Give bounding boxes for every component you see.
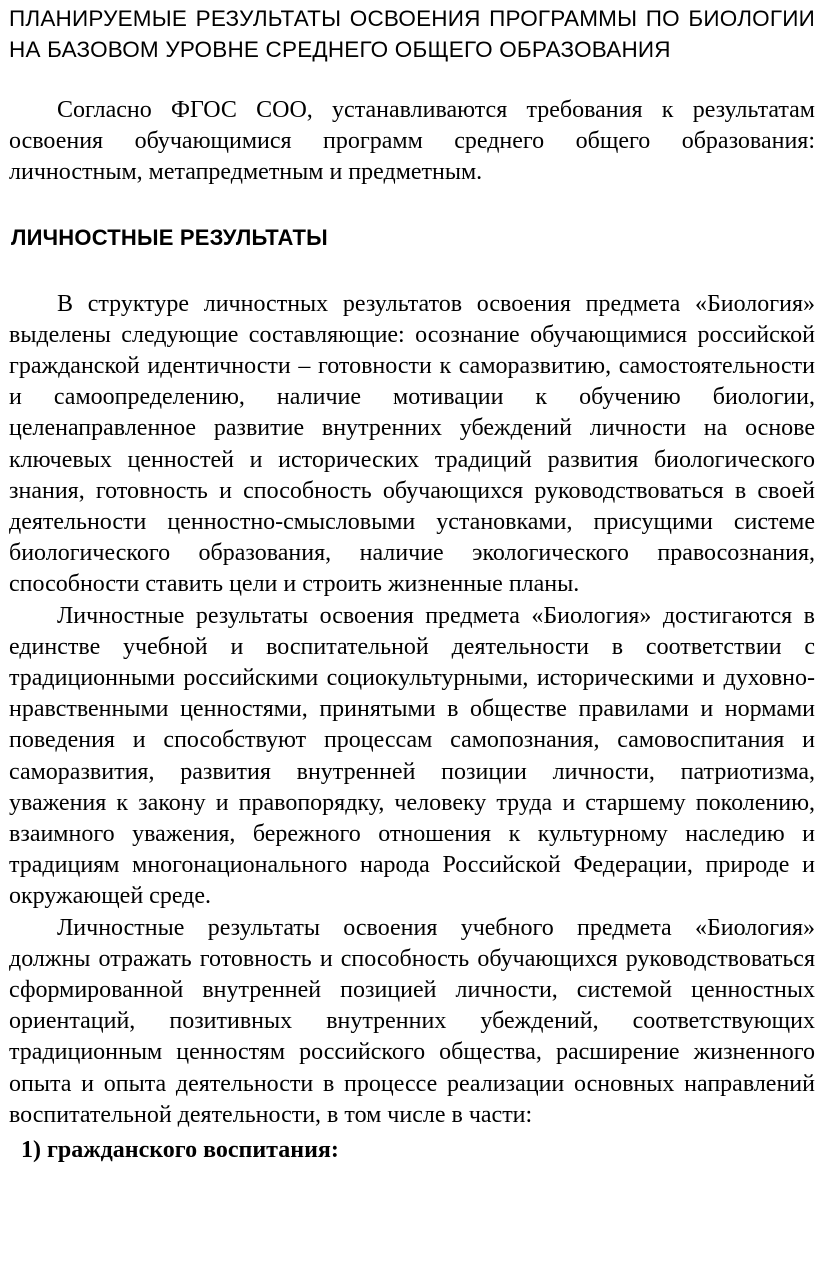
intro-paragraph: Согласно ФГОС СОО, устанавливаются требования к результатам освоения обучающимися программ среднего общего образования: личностным, метапредметным и предметным. [9,97,815,186]
body-paragraph-1: В структуре личностных результатов освоения предмета «Биология» выделены следующие составляющие: осознание обучающимися российской гражданской идентичности – готовности к саморазвитию, самостоятельности и самоопределению, наличие мотивации к обучению биологии, целенаправленное развитие внутренних убеждений личности на основе ключевых ценностей и исторических традиций развития биологического знания, готовность и способность обучающихся руководствоваться в своей деятельности ценностно-смысловыми установками, присущими системе биологического образования, наличие экологического правосознания, способности ставить цели и строить жизненные планы. [9,290,815,598]
section-heading-personal-results: ЛИЧНОСТНЫЕ РЕЗУЛЬТАТЫ [11,224,328,250]
document-page [9,0,815,1166]
body-paragraph-3: Личностные результаты освоения учебного предмета «Биология» должны отражать готовность и способность обучающихся руководствоваться сформированной внутренней позицией личности, системой ценностных ориентаций, позитивных внутренних убеждений, соответствующих традиционным ценностям российского общества, расширение жизненного опыта и опыта деятельности в процессе реализации основных направлений воспитательной деятельности, в том числе в части: [9,914,815,1128]
list-heading-civic-education: 1) гражданского воспитания: [21,1137,339,1164]
document-title: ПЛАНИРУЕМЫЕ РЕЗУЛЬТАТЫ ОСВОЕНИЯ ПРОГРАММЫ ПО БИОЛОГИИ НА БАЗОВОМ УРОВНЕ СРЕДНЕГО ОБЩЕГО ОБРАЗОВАНИЯ [9,6,815,62]
body-paragraph-2: Личностные результаты освоения предмета «Биология» достигаются в единстве учебной и воспитательной деятельности в соответствии с традиционными российскими социокультурными, историческими и духовно-нравственными ценностями, принятыми в обществе правилами и нормами поведения и способствуют процессам самопознания, самовоспитания и саморазвития, развития внутренней позиции личности, патриотизма, уважения к закону и правопорядку, человеку труда и старшему поколению, взаимного уважения, бережного отношения к культурному наследию и традициям многонационального народа Российской Федерации, природе и окружающей среде. [9,602,815,910]
